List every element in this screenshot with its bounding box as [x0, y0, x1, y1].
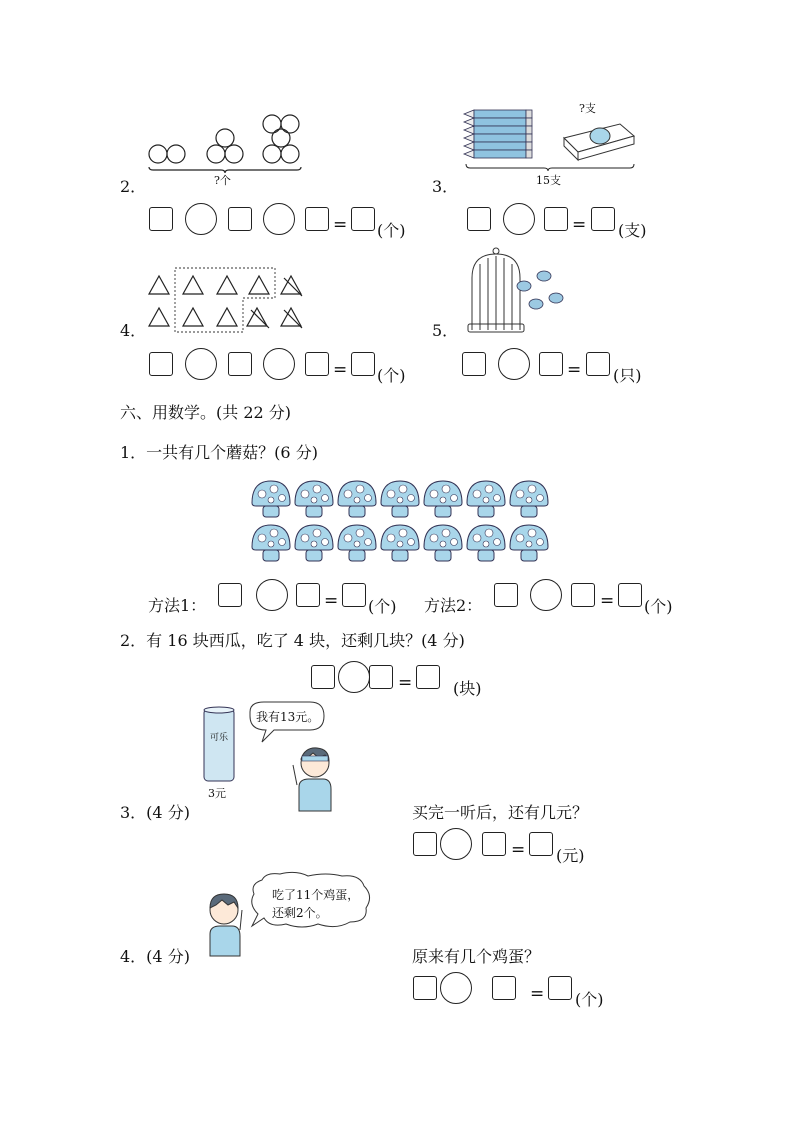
operator-circle[interactable]: [338, 661, 370, 693]
answer-box[interactable]: [586, 352, 610, 376]
answer-box[interactable]: [228, 352, 252, 376]
unit-label: (元): [556, 846, 585, 865]
price-label: 3元: [208, 787, 226, 800]
question-number: 3．: [432, 177, 459, 196]
operator-circle[interactable]: [530, 579, 562, 611]
equals-sign: =: [333, 215, 348, 235]
section-title: 六、用数学。(共 22 分): [120, 403, 292, 422]
operator-circle[interactable]: [440, 972, 472, 1004]
mushroom-icon: [338, 481, 376, 517]
question-number: 2．: [120, 177, 147, 196]
problem-text: 1．一共有几个蘑菇？(6 分): [120, 443, 318, 462]
operator-circle[interactable]: [256, 579, 288, 611]
unit-label: (只): [613, 366, 642, 385]
answer-box[interactable]: [342, 583, 366, 607]
answer-box[interactable]: [413, 832, 437, 856]
method-label: 方法2：: [424, 596, 483, 615]
answer-box[interactable]: [149, 352, 173, 376]
unit-label: (个): [377, 221, 406, 240]
mushrooms-illustration: [248, 477, 550, 563]
answer-box[interactable]: [618, 583, 642, 607]
equals-sign: =: [324, 591, 339, 611]
answer-box[interactable]: [548, 976, 572, 1000]
question-number: 5．: [432, 321, 459, 340]
question-number: 4．: [120, 321, 147, 340]
unit-label: (支): [618, 221, 647, 240]
answer-box[interactable]: [529, 832, 553, 856]
answer-box[interactable]: [296, 583, 320, 607]
answer-box[interactable]: [149, 207, 173, 231]
answer-box[interactable]: [311, 665, 335, 689]
operator-circle[interactable]: [263, 203, 295, 235]
triangles-illustration: [145, 264, 310, 336]
unit-label: (个): [377, 366, 406, 385]
answer-box[interactable]: [351, 207, 375, 231]
boy-illustration: [285, 745, 335, 815]
unit-label: (个): [368, 597, 397, 616]
problem-question: 原来有几个鸡蛋？: [412, 947, 541, 966]
answer-box[interactable]: [462, 352, 486, 376]
answer-box[interactable]: [544, 207, 568, 231]
operator-circle[interactable]: [498, 348, 530, 380]
mushroom-icon: [338, 525, 376, 561]
operator-circle[interactable]: [263, 348, 295, 380]
equals-sign: =: [398, 673, 413, 693]
answer-box[interactable]: [228, 207, 252, 231]
mushroom-icon: [295, 481, 333, 517]
speech-text-line2: 还剩2个。: [272, 906, 328, 920]
brace-label: 15支: [536, 174, 561, 187]
top-label: ?支: [579, 102, 596, 115]
problem-text: 2．有 16 块西瓜，吃了 4 块，还剩几块？(4 分): [120, 631, 465, 650]
speech-bubble: [246, 872, 374, 934]
mushroom-icon: [295, 525, 333, 561]
operator-circle[interactable]: [185, 348, 217, 380]
answer-box[interactable]: [218, 583, 242, 607]
answer-box[interactable]: [482, 832, 506, 856]
operator-circle[interactable]: [440, 828, 472, 860]
equals-sign: =: [333, 360, 348, 380]
mushroom-icon: [381, 481, 419, 517]
answer-box[interactable]: [305, 207, 329, 231]
mushroom-icon: [252, 525, 290, 561]
operator-circle[interactable]: [503, 203, 535, 235]
method-label: 方法1：: [148, 596, 207, 615]
mushroom-icon: [467, 481, 505, 517]
mushroom-icon: [467, 525, 505, 561]
unit-label: (块): [453, 679, 482, 698]
problem-number: 4．(4 分): [120, 947, 190, 966]
unit-label: (个): [644, 597, 673, 616]
mushroom-icon: [510, 481, 548, 517]
birdcage-illustration: [460, 248, 580, 338]
mushroom-icon: [252, 481, 290, 517]
unit-label: (个): [575, 990, 604, 1009]
mushroom-icon: [424, 481, 462, 517]
mushroom-icon: [510, 525, 548, 561]
problem-question: 买完一听后，还有几元？: [412, 803, 589, 822]
speech-text-line1: 吃了11个鸡蛋，: [272, 888, 360, 902]
answer-box[interactable]: [351, 352, 375, 376]
answer-box[interactable]: [416, 665, 440, 689]
answer-box[interactable]: [539, 352, 563, 376]
answer-box[interactable]: [305, 352, 329, 376]
equals-sign: =: [600, 591, 615, 611]
equals-sign: =: [572, 215, 587, 235]
speech-text: 我有13元。: [256, 710, 320, 724]
answer-box[interactable]: [591, 207, 615, 231]
answer-box[interactable]: [369, 665, 393, 689]
can-label: 可乐: [210, 733, 229, 743]
boy-illustration: [202, 890, 252, 960]
mushroom-icon: [424, 525, 462, 561]
mushroom-icon: [381, 525, 419, 561]
answer-box[interactable]: [492, 976, 516, 1000]
answer-box[interactable]: [571, 583, 595, 607]
brace-label: ?个: [214, 174, 231, 187]
answer-box[interactable]: [494, 583, 518, 607]
equals-sign: =: [530, 984, 545, 1004]
answer-box[interactable]: [413, 976, 437, 1000]
problem-number: 3．(4 分): [120, 803, 190, 822]
equals-sign: =: [511, 840, 526, 860]
operator-circle[interactable]: [185, 203, 217, 235]
answer-box[interactable]: [467, 207, 491, 231]
equals-sign: =: [567, 360, 582, 380]
